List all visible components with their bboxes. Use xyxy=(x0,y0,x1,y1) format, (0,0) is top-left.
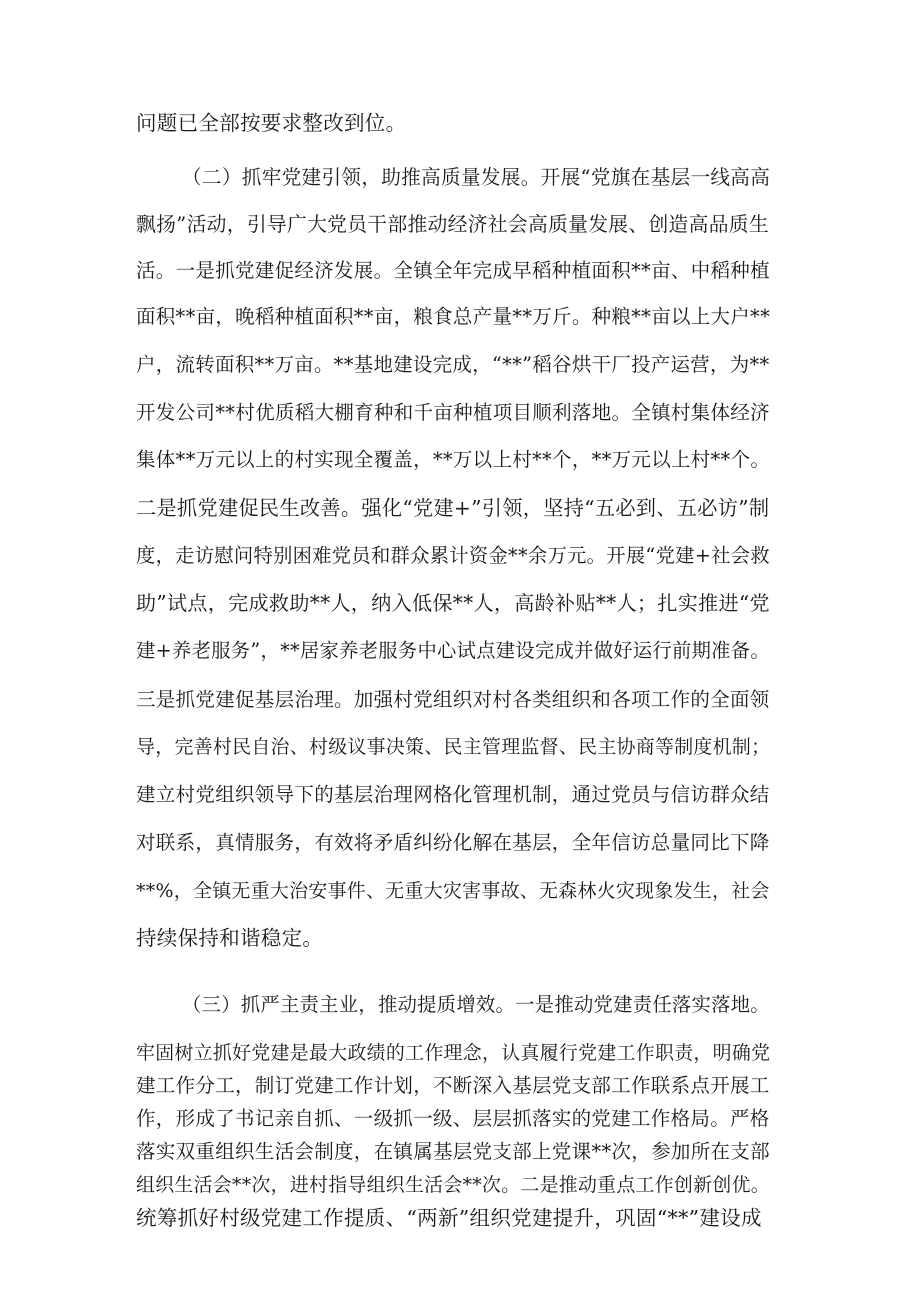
text-line: 二是抓党建促民生改善。强化“党建+”引领，坚持“五必到、五必访”制 xyxy=(136,496,770,520)
section-heading-line: （三）抓严主责主业，推动提质增效。一是推动党建责任落实落地。 xyxy=(182,993,770,1016)
text-line: 活。一是抓党建促经济发展。全镇全年完成早稻种植面积**亩、中稻种植 xyxy=(136,259,770,282)
text-line: 飘扬”活动，引导广大党员干部推动经济社会高质量发展、创造高品质生 xyxy=(136,213,769,236)
text-line: 三是抓党建促基层治理。加强村党组织对村各类组织和各项工作的全面领 xyxy=(136,688,770,711)
text-line: 牢固树立抓好党建是最大政绩的工作理念，认真履行党建工作职责，明确党 xyxy=(136,1042,771,1064)
text-line: **%，全镇无重大治安事件、无重大灾害事故、无森林火灾现象发生，社会 xyxy=(136,880,770,902)
text-line: 落实双重组织生活会制度，在镇属基层党支部上党课**次，参加所在支部 xyxy=(136,1140,770,1163)
text-line: 导，完善村民自治、村级议事决策、民主管理监督、民主协商等制度机制； xyxy=(136,736,771,758)
text-line: 面积**亩，晚稻种植面积**亩，粮食总产量**万斤。种粮**亩以上大户** xyxy=(136,305,771,328)
text-line: 建+养老服务”，**居家养老服务中心试点建设完成并做好运行前期准备。 xyxy=(136,639,770,662)
text-line: 助”试点，完成救助**人，纳入低保**人，高龄补贴**人；扎实推进“党 xyxy=(136,591,770,615)
text-line: 户，流转面积**万亩。**基地建设完成，“**”稻谷烘干厂投产运营，为** xyxy=(136,353,770,376)
text-line: 作，形成了书记亲自抓、一级抓一级、层层抓落实的党建工作格局。严格 xyxy=(136,1107,770,1130)
text-line: 问题已全部按要求整改到位。 xyxy=(136,111,407,135)
text-line: 统筹抓好村级党建工作提质、“两新”组织党建提升，巩固“**”建设成 xyxy=(136,1206,762,1230)
text-line: 度，走访慰问特别困难党员和群众累计资金**余万元。开展“党建+社会救 xyxy=(136,544,770,567)
text-line: 集体**万元以上的村实现全覆盖，**万以上村**个，**万元以上村**个。 xyxy=(136,448,771,471)
text-line: 对联系，真情服务，有效将矛盾纠纷化解在基层，全年信访总量同比下降 xyxy=(136,831,770,854)
text-line: 组织生活会**次，进村指导组织生活会**次。二是推动重点工作创新创优。 xyxy=(136,1174,770,1196)
text-line: 持续保持和谐稳定。 xyxy=(136,926,324,950)
text-line: 开发公司**村优质稻大棚育种和千亩种植项目顺利落地。全镇村集体经济 xyxy=(136,401,770,424)
text-line: 建工作分工，制订党建工作计划，不断深入基层党支部工作联系点开展工 xyxy=(136,1074,770,1097)
text-line: 建立村党组织领导下的基层治理网格化管理机制，通过党员与信访群众结 xyxy=(136,783,770,806)
section-heading-line: （二）抓牢党建引领，助推高质量发展。开展“党旗在基层一线高高 xyxy=(182,166,771,189)
